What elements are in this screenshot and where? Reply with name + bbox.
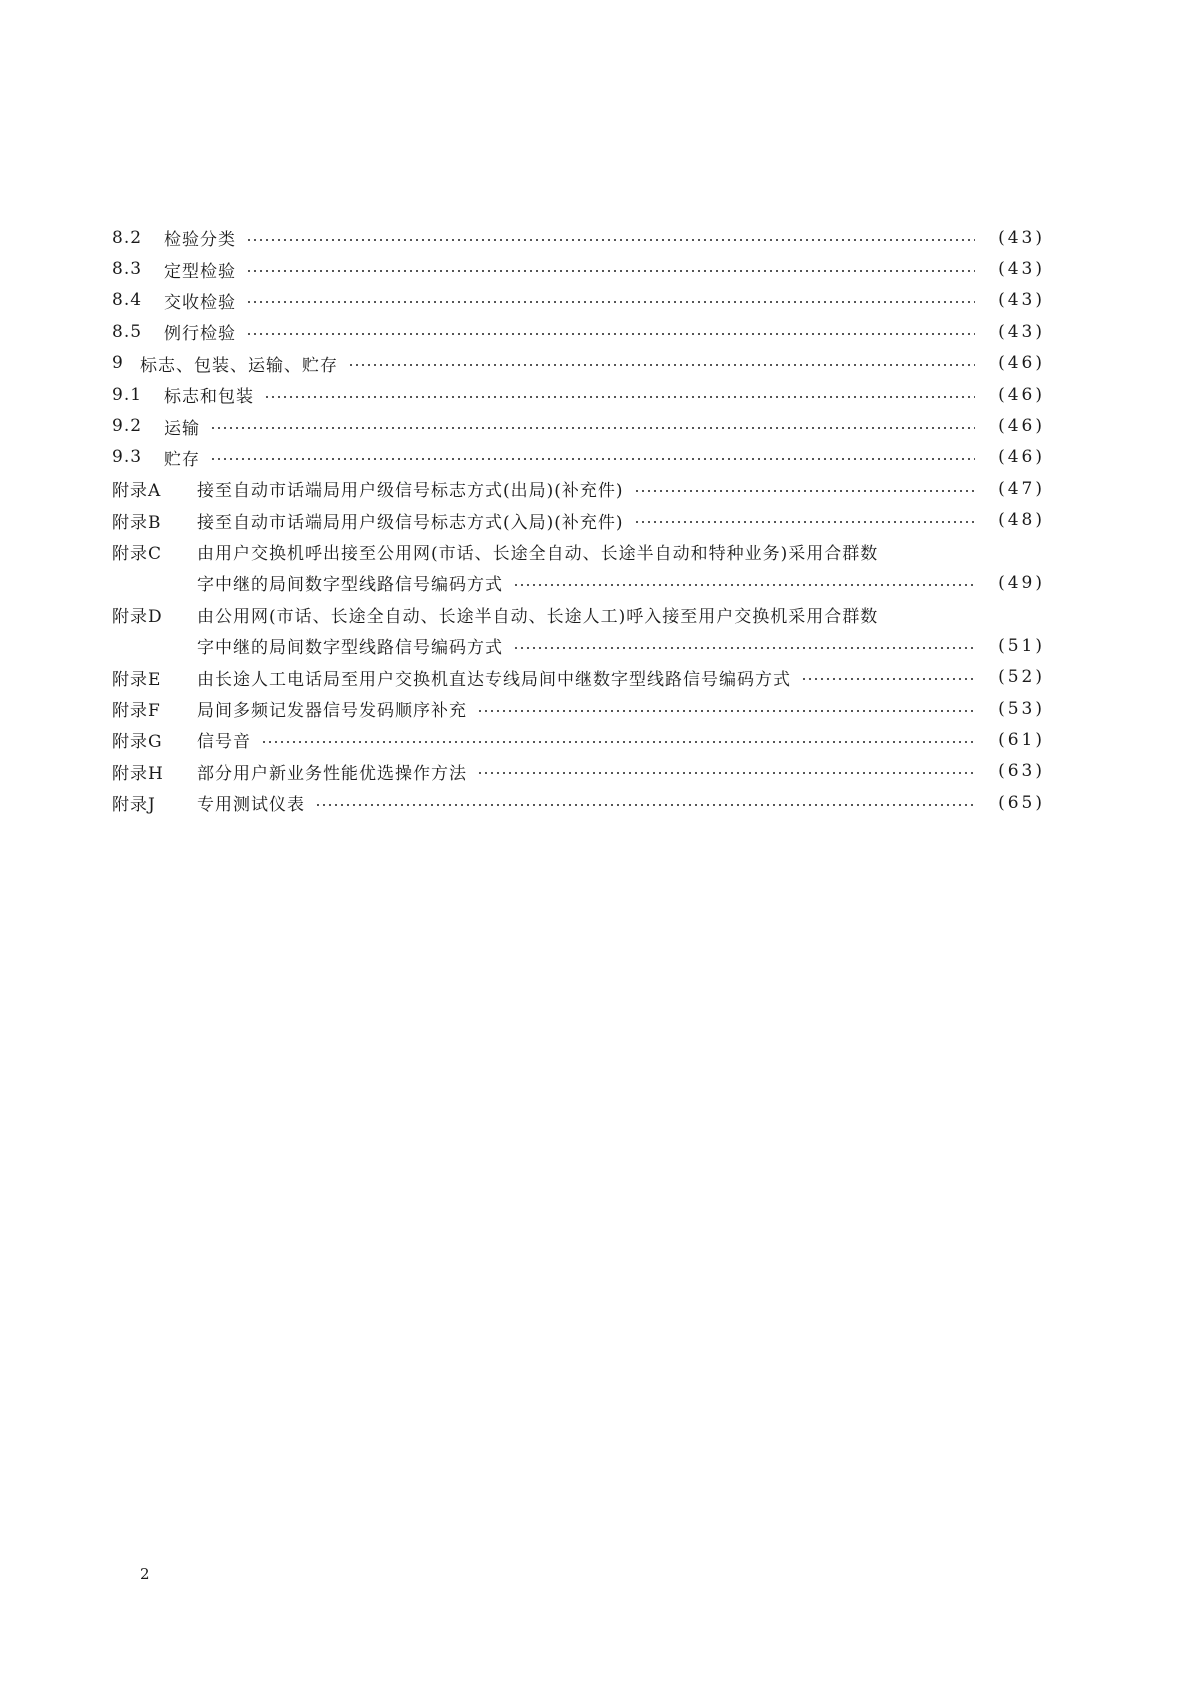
toc-entry-page: (65) — [998, 792, 1045, 813]
toc-entry-title: 接至自动市话端局用户级信号标志方式(出局)(补充件) — [197, 481, 624, 502]
toc-entry[interactable] — [112, 662, 1045, 693]
toc-entry-title: 信号音 — [197, 732, 251, 753]
toc-entry-number: 8.5 — [112, 321, 143, 342]
toc-entry-page: (43) — [998, 227, 1045, 248]
toc-entry-page: (53) — [998, 698, 1045, 719]
page-number: 2 — [140, 1565, 150, 1583]
toc-entry-page: (46) — [998, 384, 1045, 405]
toc-entry-number: 附录E — [112, 669, 162, 690]
toc-entry-page: (46) — [998, 353, 1045, 374]
toc-entry[interactable] — [112, 442, 1045, 473]
toc-entry-page: (49) — [998, 572, 1045, 593]
toc-entry-number: 8.4 — [112, 290, 143, 311]
dot-leader — [513, 647, 975, 649]
dot-leader — [246, 270, 975, 272]
dot-leader — [246, 301, 975, 303]
toc-entry-page: (48) — [998, 510, 1045, 531]
dot-leader — [261, 741, 975, 743]
toc-entry-number: 附录D — [112, 606, 163, 627]
toc-entry-title: 由用户交换机呼出接至公用网(市话、长途全自动、长途半自动和特种业务)采用合群数 — [197, 544, 879, 565]
toc-entry-page: (43) — [998, 290, 1045, 311]
toc-entry-title: 专用测试仪表 — [197, 795, 305, 816]
toc-entry[interactable] — [112, 599, 1045, 662]
toc-entry-title: 交收检验 — [164, 292, 236, 313]
toc-entry-page: (51) — [998, 635, 1045, 656]
toc-entry-number: 8.3 — [112, 259, 143, 280]
toc-entry[interactable] — [112, 693, 1045, 724]
toc-entry-number: 附录J — [112, 795, 156, 816]
dot-leader — [210, 427, 975, 429]
toc-entry-number: 9.1 — [112, 384, 143, 405]
dot-leader — [801, 678, 975, 680]
toc-entry-number: 8.2 — [112, 227, 143, 248]
toc-entry-number: 9 — [112, 353, 124, 374]
toc-entry[interactable] — [112, 756, 1045, 787]
toc-entry-number: 附录H — [112, 763, 164, 784]
toc-entry[interactable] — [112, 536, 1045, 599]
toc-entry[interactable] — [112, 253, 1045, 284]
toc-entry-page: (43) — [998, 321, 1045, 342]
toc-entry-number: 附录F — [112, 701, 161, 722]
dot-leader — [634, 521, 975, 523]
toc-entry[interactable] — [112, 787, 1045, 818]
dot-leader — [210, 458, 975, 460]
dot-leader — [477, 772, 975, 774]
toc-entry-number: 附录A — [112, 481, 162, 502]
toc-entry-number: 附录G — [112, 732, 163, 753]
toc-entry-title-continued: 字中继的局间数字型线路信号编码方式 — [197, 575, 503, 596]
toc-entry-title: 接至自动市话端局用户级信号标志方式(入局)(补充件) — [197, 512, 624, 533]
toc-entry[interactable] — [112, 222, 1045, 253]
dot-leader — [246, 333, 975, 335]
toc-entry-page: (63) — [998, 761, 1045, 782]
toc-entry[interactable] — [112, 316, 1045, 347]
toc-entry[interactable] — [112, 724, 1045, 755]
toc-entry-number: 9.2 — [112, 416, 143, 437]
toc-entry-page: (43) — [998, 259, 1045, 280]
toc-entry-page: (46) — [998, 416, 1045, 437]
toc-entry-number: 附录C — [112, 544, 163, 565]
toc-entry[interactable] — [112, 473, 1045, 504]
toc-entry-title: 贮存 — [164, 449, 200, 470]
toc-entry[interactable] — [112, 505, 1045, 536]
dot-leader — [634, 490, 975, 492]
toc-entry-title: 例行检验 — [164, 324, 236, 345]
toc-entry-number: 9.3 — [112, 447, 143, 468]
toc-entry-page: (61) — [998, 729, 1045, 750]
toc-entry[interactable] — [112, 348, 1045, 379]
toc-entry-page: (52) — [998, 667, 1045, 688]
toc-entry-title: 局间多频记发器信号发码顺序补充 — [197, 701, 467, 722]
toc-entry-page: (47) — [998, 478, 1045, 499]
dot-leader — [264, 396, 975, 398]
toc-entry-title: 由公用网(市话、长途全自动、长途半自动、长途人工)呼入接至用户交换机采用合群数 — [197, 606, 879, 627]
toc-entry[interactable] — [112, 379, 1045, 410]
toc-entry-title: 部分用户新业务性能优选操作方法 — [197, 763, 467, 784]
toc-entry-title: 运输 — [164, 418, 200, 439]
toc-entry-title: 由长途人工电话局至用户交换机直达专线局间中继数字型线路信号编码方式 — [197, 669, 791, 690]
toc-entry-title: 检验分类 — [164, 230, 236, 251]
toc-entry-title: 定型检验 — [164, 261, 236, 282]
toc-entry-title-continued: 字中继的局间数字型线路信号编码方式 — [197, 638, 503, 659]
toc-entry-page: (46) — [998, 447, 1045, 468]
dot-leader — [477, 710, 975, 712]
toc-entry-number: 附录B — [112, 512, 162, 533]
dot-leader — [315, 804, 975, 806]
dot-leader — [513, 584, 975, 586]
table-of-contents — [112, 222, 1045, 818]
toc-entry[interactable] — [112, 410, 1045, 441]
toc-entry-title: 标志和包装 — [164, 387, 254, 408]
dot-leader — [246, 239, 975, 241]
toc-entry[interactable] — [112, 285, 1045, 316]
toc-entry-title: 标志、包装、运输、贮存 — [140, 355, 338, 376]
dot-leader — [348, 364, 975, 366]
